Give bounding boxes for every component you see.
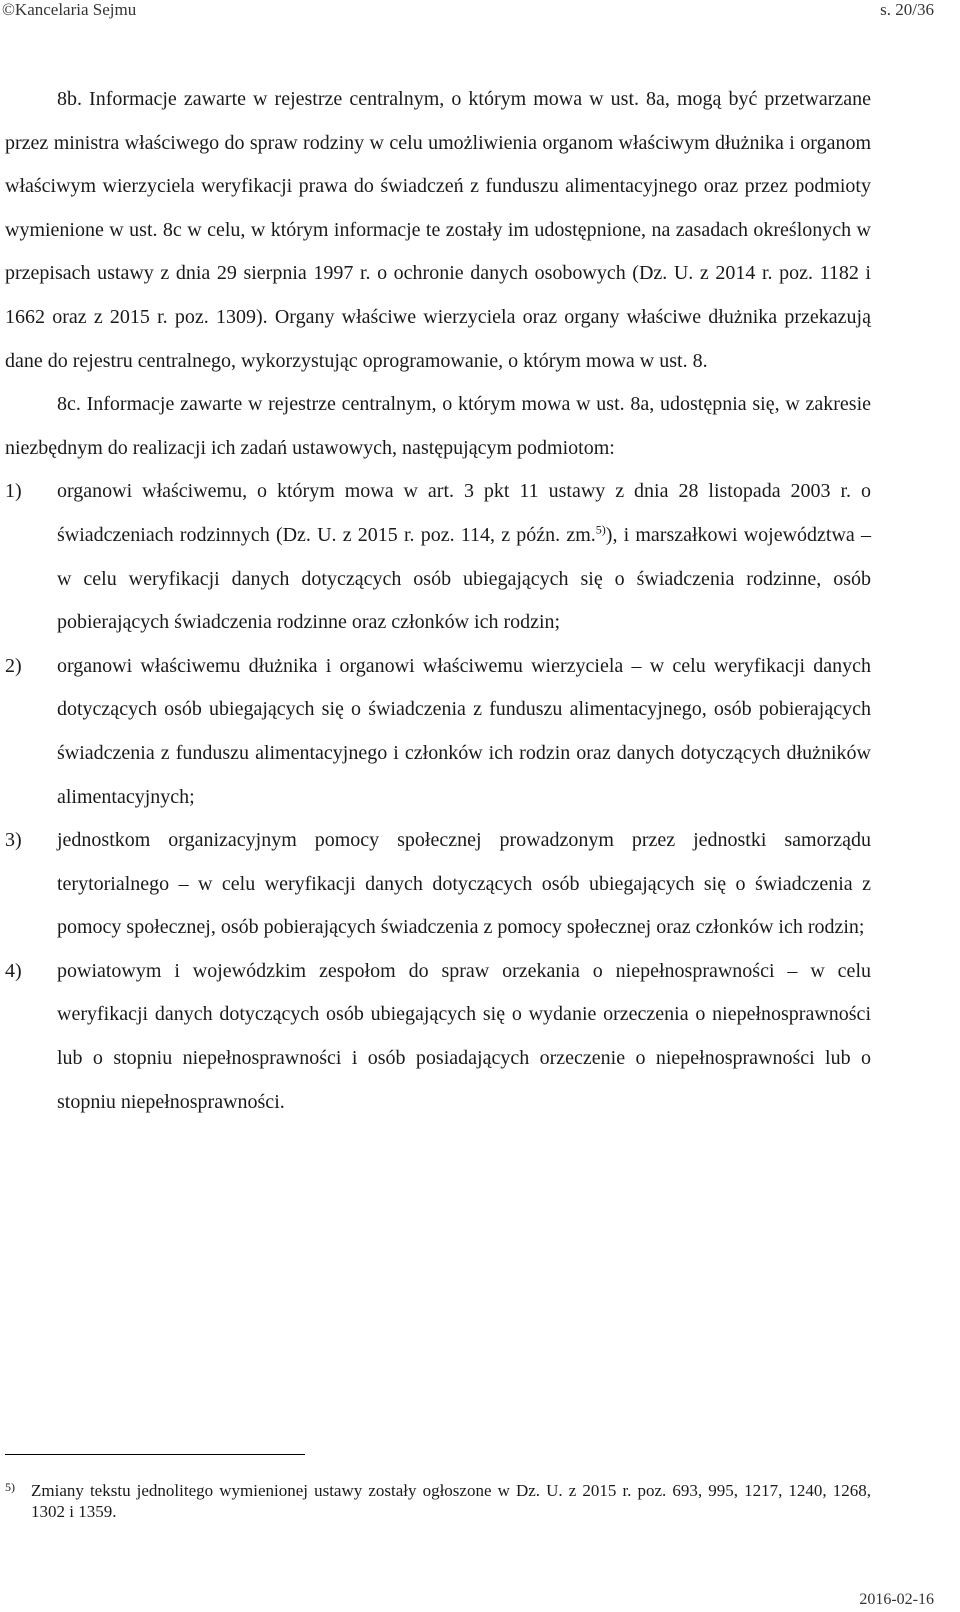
list-item-text-part: ), i marszałkowi województwa – w celu weryfikacji danych dotyczących osób ubiegających się o świadczenia rodzinne, osób pobierających świadczenia rodzinne oraz członków ich rodzin; [57,523,871,634]
list-item [5,950,871,1124]
list-item [5,470,871,644]
paragraph-8b: 8b. Informacje zawarte w rejestrze centralnym, o którym mowa w ust. 8a, mogą być przetwarzane przez ministra właściwego do spraw rodziny w celu umożliwienia organom właściwym dłużnika i organom właściwym wierzyciela weryfikacji prawa do świadczeń z funduszu alimentacyjnego oraz przez podmioty wymienione w ust. 8c w celu, w którym informacje te zostały im udostępnione, na zasadach określonych w przepisach ustawy z dnia 29 sierpnia 1997 r. o ochronie danych osobowych (Dz. U. z 2014 r. poz. 1182 i 1662 oraz z 2015 r. poz. 1309). Organy właściwe wierzyciela oraz organy właściwe dłużnika przekazują dane do rejestru centralnego, wykorzystując oprogramowanie, o którym mowa w ust. 8. [5,88,871,372]
header-source: ©Kancelaria Sejmu [2,0,137,19]
footnote-separator [5,1454,305,1455]
list-item-number: 1) [5,480,22,503]
page-header [2,0,934,24]
list-item-text-part: organowi właściwemu, o którym mowa w art. 3 pkt 11 ustawy z dnia 28 listopada 2003 r. o świadczeniach rodzinnych (Dz. U. z 2015 r. poz. 114, z późn. zm. [57,480,871,546]
list-item-text [57,470,871,644]
page-footer-date: 2016-02-16 [859,1591,934,1608]
list-item-text: jednostkom organizacyjnym pomocy społecznej prowadzonym przez jednostki samorządu terytorialnego – w celu weryfikacji danych dotyczących osób ubiegających się o świadczenia z pomocy społecznej, osób pobierających świadczenia z pomocy społecznej oraz członków ich rodzin; [57,829,871,939]
footnote-text: Zmiany tekstu jednolitego wymienionej ustawy zostały ogłoszone w Dz. U. z 2015 r. poz. 693, 995, 1217, 1240, 1268, 1302 i 1359. [31,1481,871,1521]
list-item-number: 2) [5,654,22,677]
footnote [5,1480,871,1522]
footnote-mark: 5) [5,1480,15,1494]
list-item-number: 3) [5,829,22,852]
list-item-text: organowi właściwemu dłużnika i organowi właściwemu wierzyciela – w celu weryfikacji danych dotyczących osób ubiegających się o świadczenia z funduszu alimentacyjnego, osób pobierających świadczenia z funduszu alimentacyjnego i członków ich rodzin oraz danych dotyczących dłużników alimentacyjnych; [57,654,871,808]
list-item-number: 4) [5,959,22,982]
list-item [5,819,871,950]
page-number: s. 20/36 [880,0,934,19]
list-item [5,645,871,819]
recipient-list [5,470,871,1124]
footnote-reference: 5) [595,522,606,537]
document-body [5,78,871,1124]
list-item-text: powiatowym i wojewódzkim zespołom do spraw orzekania o niepełnosprawności – w celu weryfikacji danych dotyczących osób ubiegających się o wydanie orzeczenia o niepełnosprawności lub o stopniu niepełnosprawności i osób posiadających orzeczenie o niepełnosprawności lub o stopniu niepełnosprawności. [57,959,871,1113]
paragraph-8c: 8c. Informacje zawarte w rejestrze centralnym, o którym mowa w ust. 8a, udostępnia się, w zakresie niezbędnym do realizacji ich zadań ustawowych, następującym podmiotom: [5,393,871,459]
